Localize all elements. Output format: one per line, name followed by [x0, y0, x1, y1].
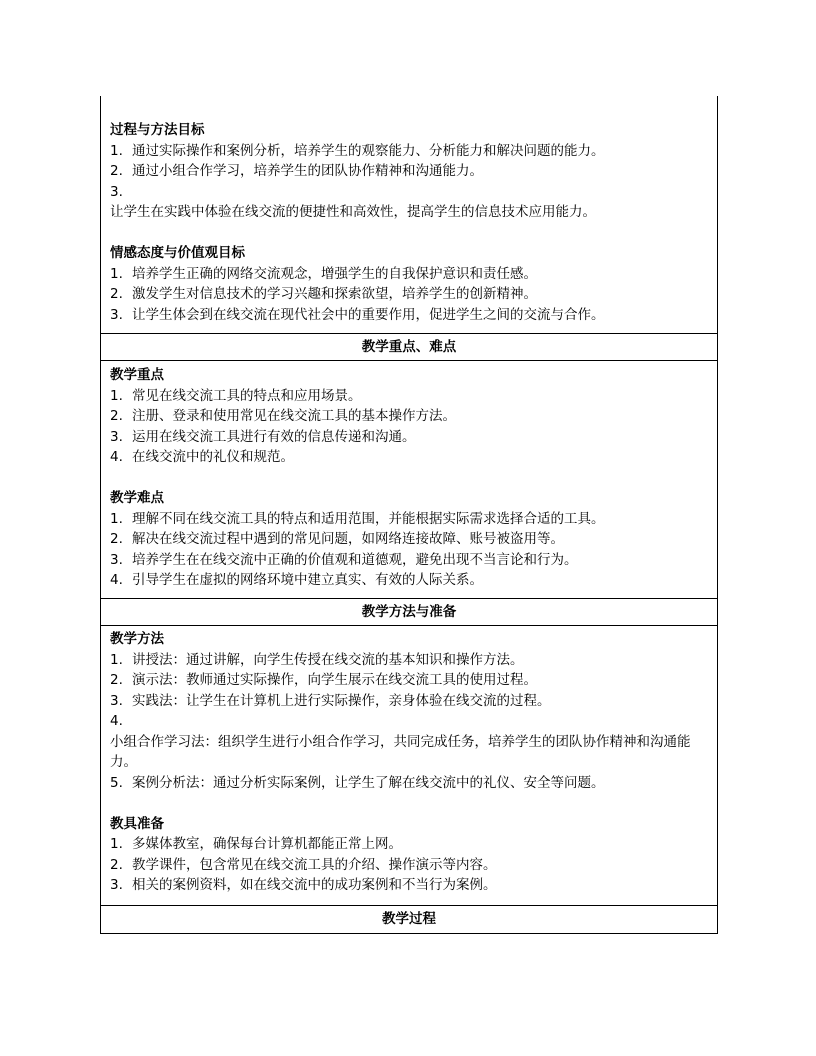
- list-item: 1. 常见在线交流工具的特点和应用场景。: [110, 387, 362, 404]
- list-item: 4. 在线交流中的礼仪和规范。: [110, 449, 294, 465]
- spacer: [110, 793, 710, 814]
- list-item: 3. 培养学生在在线交流中正确的价值观和道德观，避免出现不当言论和行为。: [110, 551, 578, 568]
- methods-section: [110, 629, 710, 896]
- list-item: 1. 理解不同在线交流工具的特点和适用范围，并能根据实际需求选择合适的工具。: [110, 510, 605, 527]
- list-item: 2. 注册、登录和使用常见在线交流工具的基本操作方法。: [110, 408, 456, 424]
- key-points-heading: 教学重点: [110, 367, 164, 383]
- list-item-number: 3.: [110, 183, 123, 200]
- objectives-section: [110, 120, 710, 325]
- list-item: 1. 讲授法：通过讲解，向学生传授在线交流的基本知识和操作方法。: [110, 651, 524, 668]
- list-item-text: 小组合作学习法：组织学生进行小组合作学习，共同完成任务，培养学生的团队协作精神和沟通能力。: [110, 733, 691, 770]
- section-band-methods: 教学方法与准备: [361, 604, 457, 620]
- list-item: 4. 引导学生在虚拟的网络环境中建立真实、有效的人际关系。: [110, 572, 483, 588]
- table-left-border: [100, 96, 101, 934]
- list-item: 1. 通过实际操作和案例分析，培养学生的观察能力、分析能力和解决问题的能力。: [110, 142, 605, 159]
- list-item: 2. 激发学生对信息技术的学习兴趣和探索欲望，培养学生的创新精神。: [110, 286, 537, 302]
- list-item: 2. 通过小组合作学习，培养学生的团队协作精神和沟通能力。: [110, 163, 483, 179]
- row-divider: [100, 625, 718, 626]
- teaching-aids-heading: 教具准备: [110, 815, 164, 832]
- list-item: 5. 案例分析法：通过分析实际案例，让学生了解在线交流中的礼仪、安全等问题。: [110, 774, 605, 791]
- list-item: 2. 解决在线交流过程中遇到的常见问题，如网络连接故障、账号被盗用等。: [110, 531, 564, 547]
- spacer: [110, 468, 710, 489]
- list-item-text: 让学生在实践中体验在线交流的便捷性和高效性，提高学生的信息技术应用能力。: [110, 204, 596, 220]
- list-item: 2. 教学课件，包含常见在线交流工具的介绍、操作演示等内容。: [110, 856, 497, 873]
- list-item: 1. 培养学生正确的网络交流观念，增强学生的自我保护意识和责任感。: [110, 265, 537, 282]
- section-band-process: 教学过程: [382, 911, 436, 927]
- list-item: 3. 让学生体会到在线交流在现代社会中的重要作用，促进学生之间的交流与合作。: [110, 306, 605, 323]
- emotion-goals-heading: 情感态度与价值观目标: [110, 245, 245, 261]
- table-bottom-border: [100, 933, 718, 934]
- section-band-key-difficult: 教学重点、难点: [361, 339, 457, 355]
- list-item: 3. 相关的案例资料，如在线交流中的成功案例和不当行为案例。: [110, 877, 497, 893]
- spacer: [110, 223, 710, 244]
- list-item: 1. 多媒体教室，确保每台计算机都能正常上网。: [110, 836, 402, 852]
- process-goals-heading: 过程与方法目标: [110, 122, 205, 138]
- difficult-points-heading: 教学难点: [110, 490, 164, 506]
- list-item: 3. 实践法：让学生在计算机上进行实际操作，亲身体验在线交流的过程。: [110, 692, 551, 709]
- teaching-methods-heading: 教学方法: [110, 631, 164, 647]
- list-item: 2. 演示法：教师通过实际操作，向学生展示在线交流工具的使用过程。: [110, 672, 537, 688]
- list-item: 3. 运用在线交流工具进行有效的信息传递和沟通。: [110, 428, 416, 445]
- table-right-border: [717, 96, 718, 934]
- list-item-number: 4.: [110, 713, 123, 729]
- key-difficult-section: [110, 365, 710, 591]
- row-divider: [100, 360, 718, 361]
